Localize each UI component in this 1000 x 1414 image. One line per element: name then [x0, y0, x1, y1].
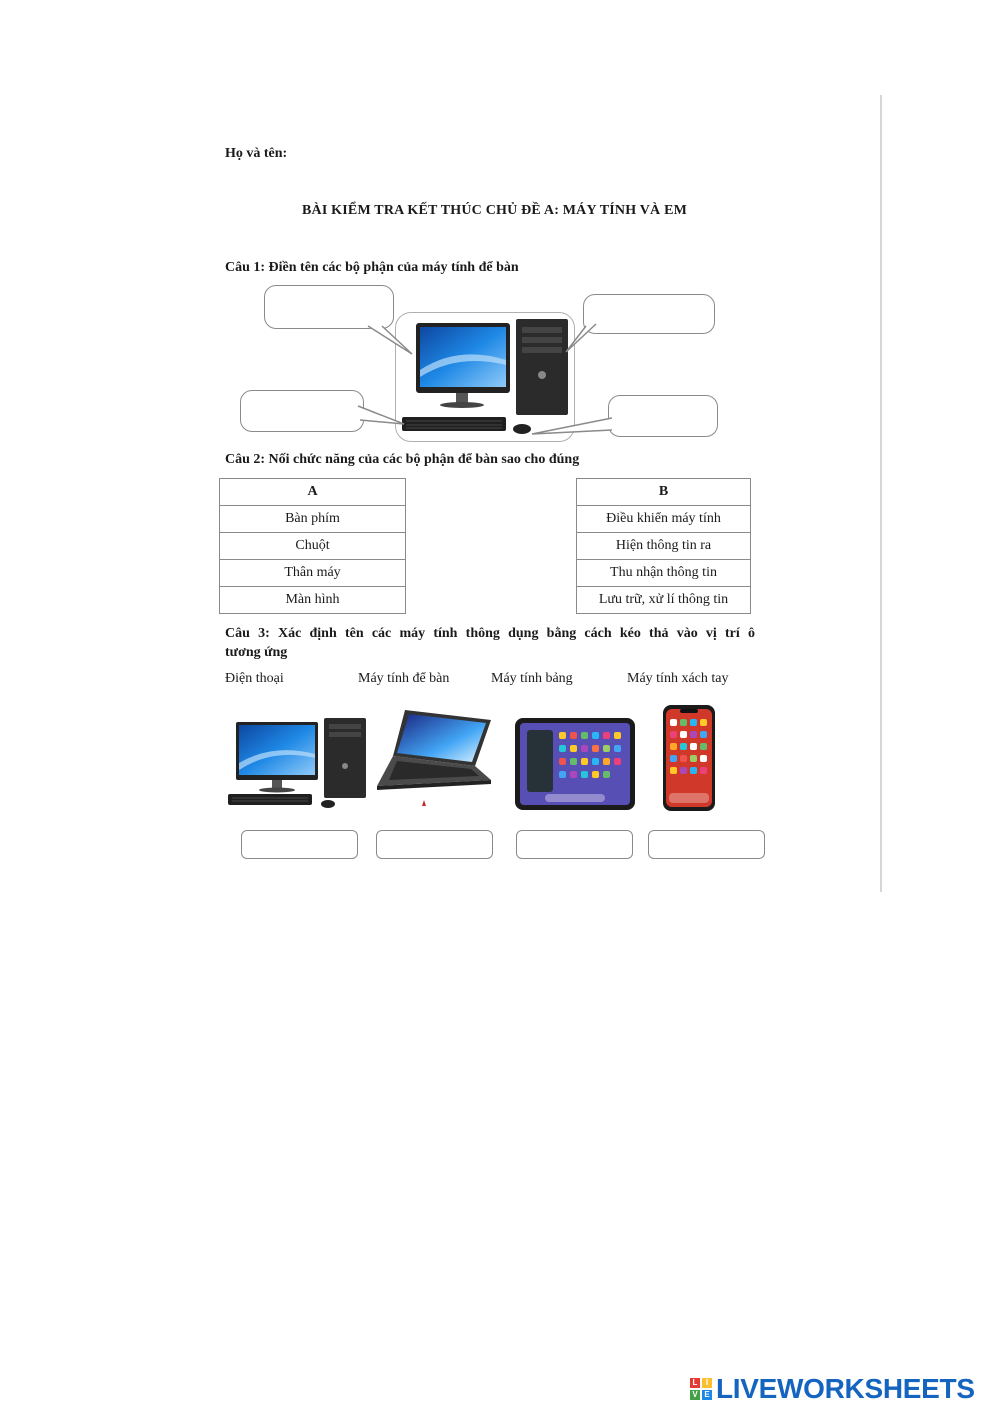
bubble-pointer-keyboard: [350, 402, 410, 432]
desktop-computer-image: [228, 718, 368, 810]
tablet-image: [515, 718, 635, 810]
laptop-image: [375, 706, 495, 818]
drop-box-laptop[interactable]: [376, 830, 493, 859]
matching-table-a: [219, 478, 406, 614]
question-3-prompt-line2: tương ứng: [225, 645, 288, 660]
liveworksheets-logo: [690, 1372, 975, 1406]
answer-bubble-mouse[interactable]: [608, 395, 718, 437]
logo-letter: V: [690, 1390, 700, 1400]
test-title: BÀI KIỂM TRA KẾT THÚC CHỦ ĐỀ A: MÁY TÍNH VÀ EM: [301, 203, 688, 218]
table-a-item[interactable]: Chuột: [220, 533, 406, 560]
drag-option-phone[interactable]: Điện thoại: [225, 671, 284, 686]
table-a-item[interactable]: Màn hình: [220, 587, 406, 614]
logo-letter: L: [690, 1378, 700, 1388]
drop-box-tablet[interactable]: [516, 830, 633, 859]
answer-bubble-case[interactable]: [583, 294, 715, 334]
table-a-item[interactable]: Thân máy: [220, 560, 406, 587]
drag-option-tablet[interactable]: Máy tính bảng: [491, 671, 573, 686]
drop-box-desktop[interactable]: [241, 830, 358, 859]
question-1-prompt: Câu 1: Điền tên các bộ phận của máy tính để bàn: [225, 260, 519, 275]
student-name-label: Họ và tên:: [225, 146, 288, 161]
page-edge-divider: [880, 95, 882, 892]
table-a-header: A: [220, 479, 406, 506]
bubble-pointer-monitor: [360, 320, 420, 360]
table-b-item[interactable]: Lưu trữ, xử lí thông tin: [577, 587, 751, 614]
table-b-header: B: [577, 479, 751, 506]
logo-letter: I: [702, 1378, 712, 1388]
drag-option-desktop[interactable]: Máy tính để bàn: [358, 671, 450, 686]
question-3-prompt: [225, 624, 755, 662]
table-b-item[interactable]: Thu nhận thông tin: [577, 560, 751, 587]
logo-letter: E: [702, 1390, 712, 1400]
bubble-pointer-mouse: [528, 412, 618, 442]
liveworksheets-logo-icon: [690, 1378, 712, 1400]
liveworksheets-logo-text: LIVEWORKSHEETS: [716, 1373, 975, 1404]
drop-box-phone[interactable]: [648, 830, 765, 859]
answer-bubble-keyboard[interactable]: [240, 390, 364, 432]
drag-option-laptop[interactable]: Máy tính xách tay: [627, 671, 729, 686]
smartphone-image: [663, 705, 715, 811]
question-2-prompt: Câu 2: Nối chức năng của các bộ phận để bàn sao cho đúng: [225, 452, 580, 467]
table-b-item[interactable]: Hiện thông tin ra: [577, 533, 751, 560]
table-b-item[interactable]: Điều khiển máy tính: [577, 506, 751, 533]
question-3-prompt-line1: Câu 3: Xác định tên các máy tính thông dụng bằng cách kéo thả vào vị trí ô: [225, 626, 755, 641]
bubble-pointer-case: [562, 318, 602, 358]
table-a-item[interactable]: Bàn phím: [220, 506, 406, 533]
matching-table-b: [576, 478, 751, 614]
